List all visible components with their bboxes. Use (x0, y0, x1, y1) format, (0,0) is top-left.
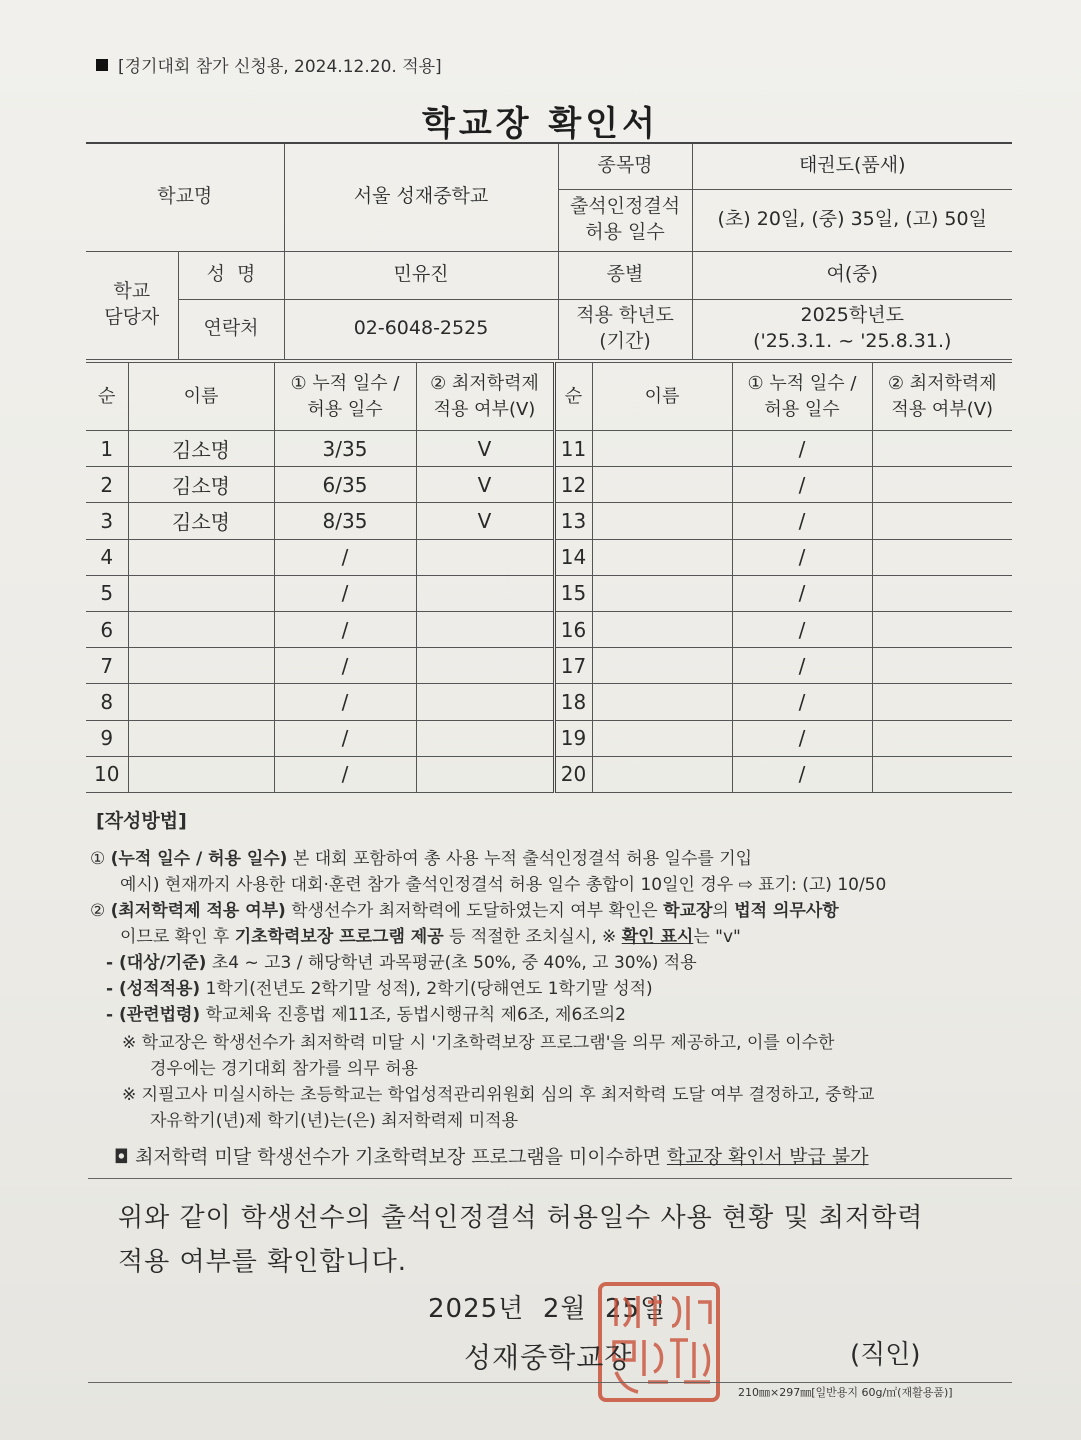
header-check-right (872, 363, 1012, 431)
method-line-6 (106, 974, 653, 999)
row-days-right: / (732, 611, 872, 647)
row-check-right (872, 503, 1012, 539)
phone-label: 연락처 (178, 299, 284, 359)
contact-group-line2: 담당자 (104, 306, 160, 328)
method-heading: [작성방법] (96, 810, 187, 832)
row-no: 9 (86, 720, 128, 756)
row-name-right (592, 539, 732, 575)
row-check: V (416, 431, 554, 467)
row-no: 3 (86, 503, 128, 539)
row-days: 3/35 (274, 431, 416, 467)
row-no: 5 (86, 575, 128, 611)
method-line-9: 경우에는 경기대회 참가를 의무 허용 (150, 1059, 418, 1079)
roster-table (86, 362, 1012, 793)
row-days-right: / (732, 575, 872, 611)
row-days: / (274, 648, 416, 684)
row-days: / (274, 575, 416, 611)
method-line-4-text3: 는 "v" (693, 927, 741, 947)
row-days-right: / (732, 539, 872, 575)
row-check (416, 684, 554, 720)
square-bullet-icon (96, 59, 108, 71)
issue-date: 2025년 2월 25일 (428, 1294, 667, 1324)
header-name-right: 이름 (592, 363, 732, 431)
table-row (86, 575, 1012, 611)
header-days-line1: ① 누적 일수 / (290, 373, 400, 395)
row-no-right: 12 (554, 467, 592, 503)
row-no-right: 19 (554, 720, 592, 756)
divider-lower (88, 1382, 1012, 1383)
row-days: / (274, 756, 416, 792)
roster-header-row (86, 363, 1012, 431)
method-line-3-bold3: 법적 의무사항 (734, 901, 839, 921)
confirmation-line-1: 위와 같이 학생선수의 출석인정결석 허용일수 사용 현황 및 최저학력 (118, 1203, 924, 1233)
table-row (86, 756, 1012, 792)
header-days (274, 363, 416, 431)
paper-spec: 210㎜×297㎜[일반용지 60g/㎡(재활용품)] (738, 1386, 953, 1399)
table-row (86, 503, 1012, 539)
header-days-right-line2: 허용 일수 (764, 398, 840, 420)
year-label (558, 299, 692, 359)
method-line-3-bold: (최저학력제 적용 여부) (110, 901, 286, 921)
row-no-right: 14 (554, 539, 592, 575)
method-line-5-bold: - (대상/기준) (106, 953, 207, 973)
circle-2-marker: ② (90, 901, 106, 921)
header-name: 이름 (128, 363, 274, 431)
row-check-right (872, 648, 1012, 684)
row-check-right (872, 684, 1012, 720)
row-name: 김소명 (128, 467, 274, 503)
contact-group-line1: 학교 (113, 280, 151, 303)
header-note (96, 52, 442, 77)
row-name: 김소명 (128, 431, 274, 467)
method-line-5-text: 초4 ~ 고3 / 해당학년 과목평균(초 50%, 중 40%, 고 30%) 적용 (206, 953, 697, 973)
year-label-line1: 적용 학년도 (576, 304, 674, 327)
method-line-12-underline: 학교장 확인서 발급 불가 (666, 1146, 869, 1168)
row-days-right: / (732, 648, 872, 684)
row-days-right: / (732, 503, 872, 539)
row-name-right (592, 503, 732, 539)
row-days: / (274, 684, 416, 720)
document-title: 학교장 확인서 (422, 104, 659, 144)
name-value: 민유진 (284, 251, 558, 299)
row-no-right: 18 (554, 684, 592, 720)
row-days: 6/35 (274, 467, 416, 503)
row-name-right (592, 611, 732, 647)
table-row (86, 539, 1012, 575)
method-line-5 (106, 948, 697, 973)
row-check-right (872, 431, 1012, 467)
divider-upper (88, 1178, 1012, 1179)
method-line-7 (106, 1000, 626, 1025)
method-line-3-text: 학생선수가 최저학력에 도달하였는지 여부 확인은 (285, 901, 664, 921)
school-value: 서울 성재중학교 (284, 143, 558, 251)
row-days-right: / (732, 431, 872, 467)
row-no: 2 (86, 467, 128, 503)
seal-label: (직인) (850, 1340, 921, 1370)
header-check-right-line2: 적용 여부(V) (891, 398, 994, 420)
row-check-right (872, 575, 1012, 611)
method-line-1-text: 본 대회 포함하여 총 사용 누적 출석인정결석 허용 일수를 기입 (287, 849, 753, 869)
row-no-right: 15 (554, 575, 592, 611)
year-value-line1: 2025학년도 (800, 304, 904, 327)
row-name-right (592, 756, 732, 792)
allow-days-label-line2: 허용 일수 (585, 221, 665, 243)
row-days: / (274, 611, 416, 647)
header-check-line1: ② 최저학력제 (430, 373, 539, 395)
method-line-2: 예시) 현재까지 사용한 대회·훈련 참가 출석인정결석 허용 일수 총합이 10일인 경우 ⇨ 표기: (고) 10/50 (120, 875, 887, 895)
method-line-3-text2: 의 (712, 901, 735, 921)
method-line-11: 자유학기(년)제 학기(년)는(은) 최저학력제 미적용 (150, 1111, 519, 1131)
row-name (128, 648, 274, 684)
row-check-right (872, 539, 1012, 575)
row-days-right: / (732, 756, 872, 792)
row-check (416, 539, 554, 575)
year-value-line2: ('25.3.1. ~ '25.8.31.) (753, 330, 952, 352)
row-name: 김소명 (128, 503, 274, 539)
row-days-right: / (732, 720, 872, 756)
method-line-8: ※ 학교장은 학생선수가 최저학력 미달 시 '기초학력보장 프로그램'을 의무 제공하고, 이를 이수한 (122, 1033, 835, 1053)
method-line-12 (114, 1142, 869, 1169)
row-no-right: 20 (554, 756, 592, 792)
method-line-4-text2: 등 적절한 조치실시, ※ (443, 927, 622, 947)
row-no-right: 13 (554, 503, 592, 539)
method-line-7-text: 학교체육 진흥법 제11조, 동법시행규칙 제6조, 제6조의2 (200, 1005, 626, 1025)
header-days-line2: 허용 일수 (307, 398, 383, 420)
row-check: V (416, 503, 554, 539)
row-no: 4 (86, 539, 128, 575)
principal-title: 성재중학교장 (464, 1341, 633, 1374)
row-check-right (872, 611, 1012, 647)
row-no-right: 16 (554, 611, 592, 647)
row-check: V (416, 467, 554, 503)
allow-days-value: (초) 20일, (중) 35일, (고) 50일 (692, 189, 1012, 251)
gender-label: 종별 (558, 251, 692, 299)
row-name (128, 611, 274, 647)
allow-days-label-line1: 출석인정결석 (569, 195, 681, 218)
row-days-right: / (732, 684, 872, 720)
method-section (90, 806, 1016, 1168)
method-line-7-bold: - (관련법령) (106, 1005, 201, 1025)
method-line-1-bold: (누적 일수 / 허용 일수) (110, 849, 288, 869)
row-name-right (592, 431, 732, 467)
row-check (416, 756, 554, 792)
info-table (86, 142, 1012, 360)
header-no-right: 순 (554, 363, 592, 431)
row-no: 6 (86, 611, 128, 647)
year-value (692, 299, 1012, 359)
table-row (86, 720, 1012, 756)
method-line-3 (90, 896, 839, 921)
row-no: 1 (86, 431, 128, 467)
method-line-3-bold2: 학교장 (663, 901, 713, 921)
row-check-right (872, 720, 1012, 756)
table-row (86, 611, 1012, 647)
row-name (128, 684, 274, 720)
row-check (416, 575, 554, 611)
row-check (416, 720, 554, 756)
row-no-right: 17 (554, 648, 592, 684)
header-no: 순 (86, 363, 128, 431)
table-row (86, 467, 1012, 503)
method-line-12-text: 최저학력 미달 학생선수가 기초학력보장 프로그램을 미이수하면 (129, 1146, 667, 1168)
confirmation-line-2: 적용 여부를 확인합니다. (118, 1247, 407, 1277)
row-name (128, 720, 274, 756)
method-line-1 (90, 844, 752, 869)
table-row (86, 648, 1012, 684)
row-name-right (592, 684, 732, 720)
table-row (86, 684, 1012, 720)
row-days: / (274, 539, 416, 575)
confirmation-statement (118, 1196, 923, 1284)
row-name-right (592, 467, 732, 503)
row-check-right (872, 467, 1012, 503)
phone-value: 02-6048-2525 (284, 299, 558, 359)
event-label: 종목명 (558, 143, 692, 189)
row-check (416, 611, 554, 647)
row-days: 8/35 (274, 503, 416, 539)
table-row (86, 431, 1012, 467)
header-check-line2: 적용 여부(V) (433, 398, 536, 420)
row-check-right (872, 756, 1012, 792)
method-line-4 (120, 922, 741, 947)
method-line-6-bold: - (성적적용) (106, 979, 201, 999)
name-label: 성 명 (178, 251, 284, 299)
year-label-line2: (기간) (599, 330, 651, 352)
row-days: / (274, 720, 416, 756)
row-name (128, 756, 274, 792)
header-note-text: [경기대회 참가 신청용, 2024.12.20. 적용] (118, 57, 442, 77)
row-name-right (592, 648, 732, 684)
row-no: 10 (86, 756, 128, 792)
header-check-right-line1: ② 최저학력제 (887, 373, 997, 395)
row-no: 7 (86, 648, 128, 684)
row-name (128, 539, 274, 575)
row-days-right: / (732, 467, 872, 503)
header-days-right (732, 363, 872, 431)
row-name-right (592, 575, 732, 611)
row-name-right (592, 720, 732, 756)
row-no: 8 (86, 684, 128, 720)
method-line-4-text: 이므로 확인 후 (120, 927, 235, 947)
row-name (128, 575, 274, 611)
gender-value: 여(중) (692, 251, 1012, 299)
contact-group-label (86, 251, 178, 359)
method-line-4-bold2: 확인 표시 (621, 927, 694, 947)
header-check (416, 363, 554, 431)
allow-days-label (558, 189, 692, 251)
method-line-4-bold: 기초학력보장 프로그램 제공 (234, 927, 444, 947)
method-line-6-text: 1학기(전년도 2학기말 성적), 2학기(당해연도 1학기말 성적) (200, 979, 653, 999)
circle-1-marker: ① (90, 849, 106, 869)
boxed-bullet-icon: ◘ (114, 1146, 130, 1168)
school-label: 학교명 (86, 143, 284, 251)
header-days-right-line1: ① 누적 일수 / (747, 373, 857, 395)
row-check (416, 648, 554, 684)
row-no-right: 11 (554, 431, 592, 467)
event-value: 태권도(품새) (692, 143, 1012, 189)
method-line-10: ※ 지필고사 미실시하는 초등학교는 학업성적관리위원회 심의 후 최저학력 도달 여부 결정하고, 중학교 (122, 1085, 875, 1105)
